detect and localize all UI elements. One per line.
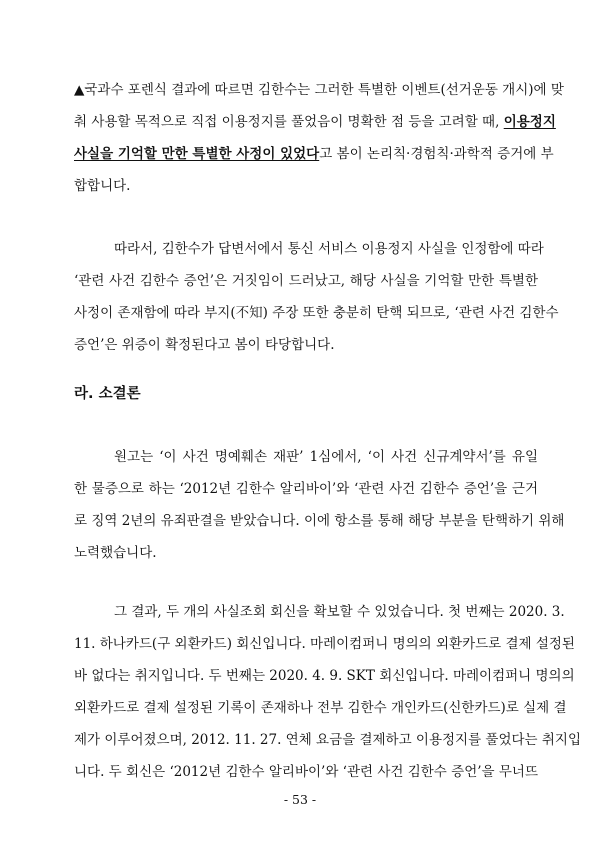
paragraph-1-line-3 (74, 144, 554, 164)
paragraph-4-line-3: 바 없다는 취지입니다. 두 번째는 2020. 4. 9. SKT 회신입니다. 마레이컴퍼니 명의의 (74, 668, 575, 684)
paragraph-4-line-1: 그 결과, 두 개의 사실조회 회신을 확보할 수 있었습니다. 첫 번째는 2020. 3. (114, 604, 565, 620)
paragraph-1-line-2-text: 춰 사용할 목적으로 직접 이용정지를 풀었음이 명확한 점 등을 고려할 때, (74, 114, 500, 130)
paragraph-2-line-1: 따라서, 김한수가 답변서에서 통신 서비스 이용정지 사실을 인정함에 따라 (114, 241, 544, 257)
paragraph-1-line-3-text: 고 봄이 논리칙·경험칙·과학적 증거에 부 (319, 146, 554, 162)
section-heading: 라. 소결론 (74, 386, 141, 402)
paragraph-1-line-1: ▲국과수 포렌식 결과에 따르면 김한수는 그러한 특별한 이벤트(선거운동 개시)에 맞 (74, 82, 564, 98)
paragraph-3-line-1: 원고는 ‘이 사건 명예훼손 재판’ 1심에서, ‘이 사건 신규계약서’를 유일 (114, 449, 538, 465)
paragraph-4-line-2: 11. 하나카드(구 외환카드) 회신입니다. 마레이컴퍼니 명의의 외환카드로 결제 설정된 (74, 636, 575, 652)
paragraph-4-line-5: 제가 이루어졌으며, 2012. 11. 27. 연체 요금을 결제하고 이용정지를 풀었다는 취지입 (74, 732, 581, 748)
paragraph-3-line-2: 한 물증으로 하는 ‘2012년 김한수 알리바이’와 ‘관련 사건 김한수 증언’을 근거 (74, 481, 538, 497)
paragraph-3-line-4: 노력했습니다. (74, 545, 157, 561)
paragraph-3-line-3: 로 징역 2년의 유죄판결을 받았습니다. 이에 항소를 통해 해당 부분을 탄핵하기 위해 (74, 513, 565, 529)
paragraph-2-line-2: ‘관련 사건 김한수 증언’은 거짓임이 드러났고, 해당 사실을 기억할 만한 특별한 (74, 273, 538, 289)
paragraph-1-line-2 (74, 112, 556, 132)
paragraph-4-line-4: 외환카드로 결제 설정된 기록이 존재하나 전부 김한수 개인카드(신한카드)로 실제 결 (74, 700, 567, 716)
paragraph-4-line-6: 니다. 두 회신은 ‘2012년 김한수 알리바이’와 ‘관련 사건 김한수 증언’을 무너뜨 (74, 764, 538, 780)
paragraph-1-line-4: 합합니다. (74, 178, 131, 194)
emphasized-text: 이용정지 (503, 114, 556, 130)
emphasized-text: 사실을 기억할 만한 특별한 사정이 있었다 (74, 146, 320, 162)
paragraph-2-line-3: 사정이 존재함에 따라 부지(不知) 주장 또한 충분히 탄핵 되므로, ‘관련 사건 김한수 (74, 305, 559, 321)
page-number: - 53 - (283, 792, 317, 807)
paragraph-2-line-4: 증언’은 위증이 확정된다고 봄이 타당합니다. (74, 337, 335, 353)
